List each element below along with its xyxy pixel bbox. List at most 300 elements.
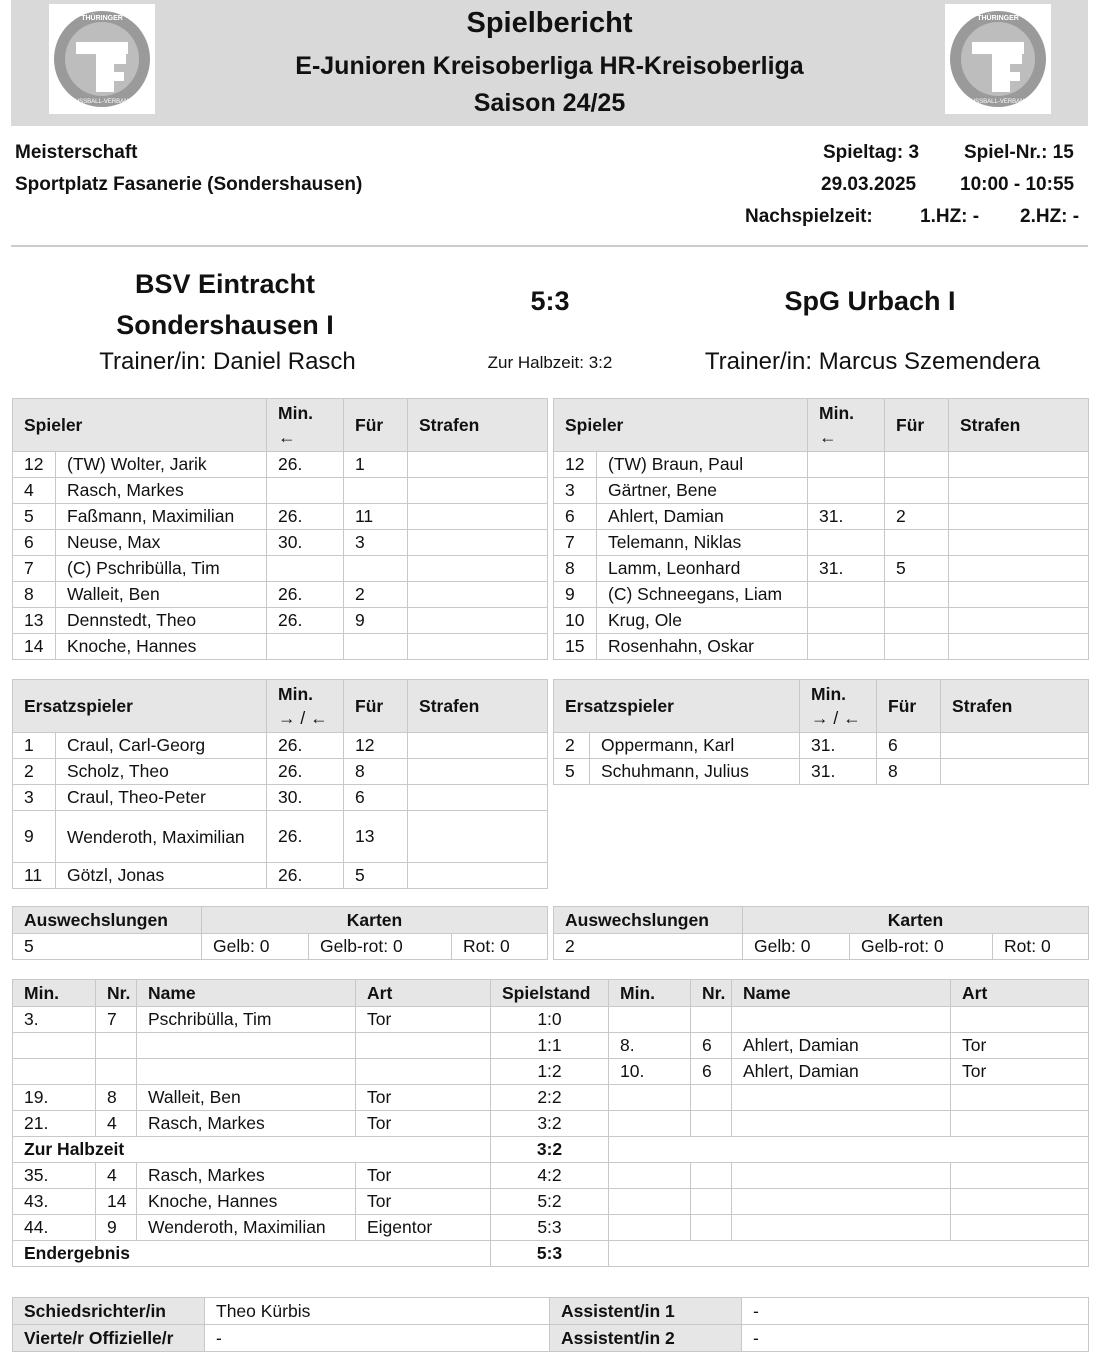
stoppage-first-half: 1.HZ: -: [920, 206, 980, 227]
player-name: Telemann, Niklas: [597, 530, 808, 556]
player-name: (TW) Wolter, Jarik: [56, 452, 267, 478]
sub-for-number: 5: [885, 556, 949, 582]
penalties: [408, 478, 548, 504]
sub-for-number: 11: [344, 504, 408, 530]
sub-for-number: 1: [344, 452, 408, 478]
table-header-row: [13, 680, 548, 733]
match-date: 29.03.2025: [821, 174, 917, 195]
sub-minute: [808, 478, 885, 504]
player-name: Scholz, Theo: [56, 759, 267, 785]
col-penalties: Strafen: [949, 399, 1089, 452]
player-row: [13, 582, 548, 608]
player-name: Craul, Carl-Georg: [56, 733, 267, 759]
running-score: 3:2: [491, 1111, 609, 1137]
player-name: Faßmann, Maximilian: [56, 504, 267, 530]
sub-minute: 26.: [267, 863, 344, 889]
home-goal-type: Tor: [356, 1189, 491, 1215]
match-number: Spiel-Nr.: 15: [964, 142, 1074, 163]
sub-minute: 31.: [800, 733, 877, 759]
empty-cell: [609, 1241, 1089, 1267]
away-minute: 8.: [609, 1033, 691, 1059]
sub-minute: 30.: [267, 530, 344, 556]
player-row: [13, 452, 548, 478]
shirt-number: 15: [554, 634, 597, 660]
home-number: 4: [96, 1163, 137, 1189]
divider: [11, 245, 1088, 247]
running-score: 1:2: [491, 1059, 609, 1085]
col-away-minute: Min.: [609, 980, 691, 1007]
penalties: [949, 478, 1089, 504]
col-away-type: Art: [951, 980, 1089, 1007]
shirt-number: 12: [554, 452, 597, 478]
away-team-name: SpG Urbach I: [784, 286, 956, 316]
sub-for-number: [885, 582, 949, 608]
home-team-line-2: Sondershausen I: [116, 310, 334, 340]
running-score: 4:2: [491, 1163, 609, 1189]
away-number: [691, 1163, 732, 1189]
away-goal-type: Tor: [951, 1033, 1089, 1059]
home-scorer: Rasch, Markes: [137, 1163, 356, 1189]
away-number: 6: [691, 1059, 732, 1085]
home-scorer: Walleit, Ben: [137, 1085, 356, 1111]
player-row: [13, 504, 548, 530]
season: Saison 24/25: [473, 89, 626, 117]
penalties: [949, 608, 1089, 634]
sub-for-number: 9: [344, 608, 408, 634]
halftime-score: Zur Halbzeit: 3:2: [487, 353, 613, 372]
running-score: 1:0: [491, 1007, 609, 1033]
shirt-number: 2: [13, 759, 56, 785]
shirt-number: 5: [13, 504, 56, 530]
player-row: [554, 504, 1089, 530]
home-minute: [13, 1059, 96, 1085]
home-team-line-1: BSV Eintracht: [134, 269, 316, 299]
svg-text:THÜRINGER: THÜRINGER: [977, 15, 1019, 22]
assistant1-label: Assistent/in 1: [550, 1298, 742, 1325]
penalties: [408, 634, 548, 660]
player-row: [554, 634, 1089, 660]
sub-for-number: 13: [344, 811, 408, 863]
shirt-number: 6: [13, 530, 56, 556]
penalties: [408, 811, 548, 863]
sub-minute: 26.: [267, 733, 344, 759]
sub-minute: [267, 634, 344, 660]
col-penalties: Strafen: [941, 680, 1089, 733]
home-minute: [13, 1033, 96, 1059]
table-header-row: [554, 907, 1089, 934]
away-scorer: [732, 1111, 951, 1137]
player-row: [13, 530, 548, 556]
away-coach: Trainer/in: Marcus Szemendera: [704, 348, 1041, 375]
red-cards: Rot: 0: [993, 934, 1089, 960]
away-lineup-table: [553, 398, 1089, 660]
col-player: Spieler: [554, 399, 808, 452]
player-name: (C) Schneegans, Liam: [597, 582, 808, 608]
home-lineup-table: [12, 398, 548, 660]
sub-for-number: [885, 478, 949, 504]
away-goal-type: [951, 1111, 1089, 1137]
sub-for-number: 12: [344, 733, 408, 759]
player-name: Oppermann, Karl: [590, 733, 800, 759]
running-score: 1:1: [491, 1033, 609, 1059]
sub-for-number: 8: [344, 759, 408, 785]
sub-minute: 31.: [808, 504, 885, 530]
col-penalties: Strafen: [408, 399, 548, 452]
col-cards: Karten: [743, 907, 1089, 934]
player-name: Walleit, Ben: [56, 582, 267, 608]
sub-for-number: 6: [344, 785, 408, 811]
shirt-number: 7: [554, 530, 597, 556]
player-row: [13, 608, 548, 634]
shirt-number: 9: [554, 582, 597, 608]
player-name: Rasch, Markes: [56, 478, 267, 504]
home-scorer: Knoche, Hannes: [137, 1189, 356, 1215]
away-minute: [609, 1189, 691, 1215]
home-minute: 21.: [13, 1111, 96, 1137]
sub-for-number: 8: [877, 759, 941, 785]
yellow-red-cards: Gelb-rot: 0: [850, 934, 993, 960]
running-score: 5:2: [491, 1189, 609, 1215]
sub-minute: [808, 530, 885, 556]
player-name: (TW) Braun, Paul: [597, 452, 808, 478]
sub-minute: 26.: [267, 759, 344, 785]
player-row: [554, 452, 1089, 478]
away-subs-body: [554, 733, 1089, 785]
player-row: [554, 556, 1089, 582]
sub-for-number: 5: [344, 863, 408, 889]
sub-minute: 26.: [267, 452, 344, 478]
substitution-count: 2: [554, 934, 743, 960]
sub-for-number: 2: [344, 582, 408, 608]
shirt-number: 8: [13, 582, 56, 608]
league-logo-right: [945, 4, 1051, 114]
away-scorer: [732, 1085, 951, 1111]
referee-label: Schiedsrichter/in: [13, 1298, 205, 1325]
away-scorer: [732, 1215, 951, 1241]
penalties: [408, 785, 548, 811]
penalties: [408, 504, 548, 530]
events-summary-row: [13, 1137, 1089, 1163]
penalties: [408, 759, 548, 785]
player-row: [554, 478, 1089, 504]
sub-for-number: [344, 634, 408, 660]
away-goal-type: [951, 1163, 1089, 1189]
away-scorer: [732, 1007, 951, 1033]
away-goal-type: [951, 1215, 1089, 1241]
home-team-name: [60, 264, 390, 346]
away-number: [691, 1007, 732, 1033]
sub-for-number: [885, 608, 949, 634]
col-substitutions: Auswechslungen: [554, 907, 743, 934]
col-substitute: Ersatzspieler: [13, 680, 267, 733]
away-number: [691, 1215, 732, 1241]
svg-text:FUSSBALL-VERBAND: FUSSBALL-VERBAND: [71, 99, 133, 105]
home-number: 4: [96, 1111, 137, 1137]
tfv-logo-icon: [945, 4, 1051, 114]
away-goal-type: Tor: [951, 1059, 1089, 1085]
home-goal-type: Tor: [356, 1111, 491, 1137]
shirt-number: 4: [13, 478, 56, 504]
shirt-number: 13: [13, 608, 56, 634]
yellow-cards: Gelb: 0: [743, 934, 850, 960]
assistant2-label: Assistent/in 2: [550, 1325, 742, 1352]
col-minute: [808, 399, 885, 452]
table-header-row: [554, 399, 1089, 452]
penalties: [408, 863, 548, 889]
referee-name: Theo Kürbis: [205, 1298, 550, 1325]
stoppage-label: Nachspielzeit:: [745, 206, 873, 227]
sub-minute: [808, 608, 885, 634]
away-scorer: Ahlert, Damian: [732, 1059, 951, 1085]
sub-for-number: [885, 452, 949, 478]
away-minute: [609, 1085, 691, 1111]
home-number: 14: [96, 1189, 137, 1215]
penalties: [408, 556, 548, 582]
shirt-number: 8: [554, 556, 597, 582]
player-name: Dennstedt, Theo: [56, 608, 267, 634]
col-away-name: Name: [732, 980, 951, 1007]
home-scorer: Pschribülla, Tim: [137, 1007, 356, 1033]
officials-row: [13, 1325, 1089, 1352]
sub-for-number: 2: [885, 504, 949, 530]
home-number: [96, 1033, 137, 1059]
arrow-left-icon: ←: [819, 427, 837, 447]
player-row: [554, 582, 1089, 608]
running-score: 2:2: [491, 1085, 609, 1111]
home-number: 7: [96, 1007, 137, 1033]
home-coach: Trainer/in: Daniel Rasch: [99, 348, 356, 375]
sub-minute: [808, 634, 885, 660]
sub-minute: 26.: [267, 608, 344, 634]
home-players-body: [13, 452, 548, 660]
table-header-row: [554, 680, 1089, 733]
player-row: [554, 608, 1089, 634]
home-minute: 3.: [13, 1007, 96, 1033]
away-number: [691, 1189, 732, 1215]
match-events-table: [12, 979, 1089, 1267]
home-scorer: [137, 1059, 356, 1085]
player-row: [13, 759, 548, 785]
goal-row: [13, 1059, 1089, 1085]
player-row: [13, 785, 548, 811]
home-scorer: Rasch, Markes: [137, 1111, 356, 1137]
penalties: [941, 733, 1089, 759]
penalties: [408, 582, 548, 608]
sub-for-number: [344, 556, 408, 582]
swap-arrows-icon: → / ←: [278, 708, 328, 728]
away-minute: [609, 1111, 691, 1137]
report-header: [11, 0, 1088, 126]
sub-for-number: [344, 478, 408, 504]
player-row: [554, 530, 1089, 556]
col-home-name: Name: [137, 980, 356, 1007]
sub-minute: 26.: [267, 811, 344, 863]
sub-for-number: 3: [344, 530, 408, 556]
col-penalties: Strafen: [408, 680, 548, 733]
away-subs-table: [553, 679, 1089, 785]
sub-for-number: [885, 530, 949, 556]
penalties: [408, 530, 548, 556]
player-row: [554, 759, 1089, 785]
col-for: Für: [877, 680, 941, 733]
goal-row: [13, 1189, 1089, 1215]
yellow-cards: Gelb: 0: [202, 934, 309, 960]
sub-minute: [267, 478, 344, 504]
shirt-number: 1: [13, 733, 56, 759]
venue: Sportplatz Fasanerie (Sondershausen): [15, 174, 363, 195]
goal-row: [13, 1085, 1089, 1111]
col-minute: [267, 680, 344, 733]
player-name: Knoche, Hannes: [56, 634, 267, 660]
col-away-number: Nr.: [691, 980, 732, 1007]
officials-row: [13, 1298, 1089, 1325]
sub-minute: 26.: [267, 582, 344, 608]
assistant2-name: -: [742, 1325, 1089, 1352]
goal-row: [13, 1111, 1089, 1137]
player-name: Neuse, Max: [56, 530, 267, 556]
shirt-number: 7: [13, 556, 56, 582]
home-number: [96, 1059, 137, 1085]
away-scorer: Ahlert, Damian: [732, 1033, 951, 1059]
player-name: Schuhmann, Julius: [590, 759, 800, 785]
shirt-number: 11: [13, 863, 56, 889]
events-summary-label: Endergebnis: [13, 1241, 491, 1267]
col-minute-label: Min.: [278, 684, 314, 704]
player-row: [13, 634, 548, 660]
sub-minute: 31.: [800, 759, 877, 785]
col-home-number: Nr.: [96, 980, 137, 1007]
events-body: [13, 1007, 1089, 1267]
home-minute: 35.: [13, 1163, 96, 1189]
away-minute: [609, 1007, 691, 1033]
substitution-count: 5: [13, 934, 202, 960]
shirt-number: 3: [554, 478, 597, 504]
player-name: Krug, Ole: [597, 608, 808, 634]
col-player: Spieler: [13, 399, 267, 452]
player-name: (C) Pschribülla, Tim: [56, 556, 267, 582]
sub-minute: [267, 556, 344, 582]
sub-minute: [808, 582, 885, 608]
penalties: [949, 556, 1089, 582]
goal-row: [13, 1007, 1089, 1033]
col-cards: Karten: [202, 907, 548, 934]
shirt-number: 12: [13, 452, 56, 478]
empty-cell: [609, 1137, 1089, 1163]
fourth-official-name: -: [205, 1325, 550, 1352]
player-row: [13, 733, 548, 759]
events-summary-score: 3:2: [491, 1137, 609, 1163]
player-row: [13, 556, 548, 582]
penalties: [941, 759, 1089, 785]
away-goal-type: [951, 1085, 1089, 1111]
home-scorer: [137, 1033, 356, 1059]
penalties: [949, 634, 1089, 660]
col-substitutions: Auswechslungen: [13, 907, 202, 934]
penalties: [949, 582, 1089, 608]
events-summary-row: [13, 1241, 1089, 1267]
home-goal-type: Tor: [356, 1007, 491, 1033]
penalties: [408, 608, 548, 634]
competition-type: Meisterschaft: [15, 142, 138, 163]
penalties: [949, 504, 1089, 530]
shirt-number: 2: [554, 733, 590, 759]
col-minute: [800, 680, 877, 733]
red-cards: Rot: 0: [452, 934, 548, 960]
assistant1-name: -: [742, 1298, 1089, 1325]
col-home-type: Art: [356, 980, 491, 1007]
events-summary-score: 5:3: [491, 1241, 609, 1267]
stoppage-second-half: 2.HZ: -: [1020, 206, 1080, 227]
sub-for-number: 6: [877, 733, 941, 759]
player-row: [13, 811, 548, 863]
arrow-left-icon: ←: [278, 427, 296, 447]
penalties: [408, 452, 548, 478]
home-summary-table: [12, 906, 548, 960]
svg-text:THÜRINGER: THÜRINGER: [81, 15, 123, 22]
officials-table: [12, 1297, 1089, 1352]
penalties: [949, 530, 1089, 556]
goal-row: [13, 1215, 1089, 1241]
col-minute-label: Min.: [811, 684, 847, 704]
player-row: [13, 863, 548, 889]
fourth-official-label: Vierte/r Offizielle/r: [13, 1325, 205, 1352]
sub-minute: 31.: [808, 556, 885, 582]
away-number: [691, 1085, 732, 1111]
goal-row: [13, 1033, 1089, 1059]
home-goal-type: Eigentor: [356, 1215, 491, 1241]
player-name: Wenderoth, Maximilian: [56, 811, 267, 863]
home-minute: 43.: [13, 1189, 96, 1215]
home-minute: 44.: [13, 1215, 96, 1241]
col-minute-label: Min.: [819, 403, 854, 423]
col-minute-label: Min.: [278, 403, 313, 423]
table-header-row: [13, 980, 1089, 1007]
yellow-red-cards: Gelb-rot: 0: [309, 934, 452, 960]
away-summary-table: [553, 906, 1089, 960]
away-minute: [609, 1215, 691, 1241]
penalties: [408, 733, 548, 759]
shirt-number: 9: [13, 811, 56, 863]
table-header-row: [13, 399, 548, 452]
report-title: Spielbericht: [466, 7, 633, 39]
table-header-row: [13, 907, 548, 934]
player-row: [554, 733, 1089, 759]
home-goal-type: [356, 1033, 491, 1059]
away-players-body: [554, 452, 1089, 660]
matchday: Spieltag: 3: [823, 142, 920, 163]
away-minute: 10.: [609, 1059, 691, 1085]
sub-minute: 26.: [267, 504, 344, 530]
summary-row: [554, 934, 1089, 960]
player-name: Craul, Theo-Peter: [56, 785, 267, 811]
running-score: 5:3: [491, 1215, 609, 1241]
match-time: 10:00 - 10:55: [960, 174, 1075, 195]
player-name: Ahlert, Damian: [597, 504, 808, 530]
sub-minute: [808, 452, 885, 478]
swap-arrows-icon: → / ←: [811, 708, 861, 728]
col-for: Für: [885, 399, 949, 452]
shirt-number: 3: [13, 785, 56, 811]
away-minute: [609, 1163, 691, 1189]
away-scorer: [732, 1163, 951, 1189]
col-minute: [267, 399, 344, 452]
home-number: 9: [96, 1215, 137, 1241]
goal-row: [13, 1163, 1089, 1189]
home-goal-type: [356, 1059, 491, 1085]
col-for: Für: [344, 680, 408, 733]
col-for: Für: [344, 399, 408, 452]
sub-for-number: [885, 634, 949, 660]
